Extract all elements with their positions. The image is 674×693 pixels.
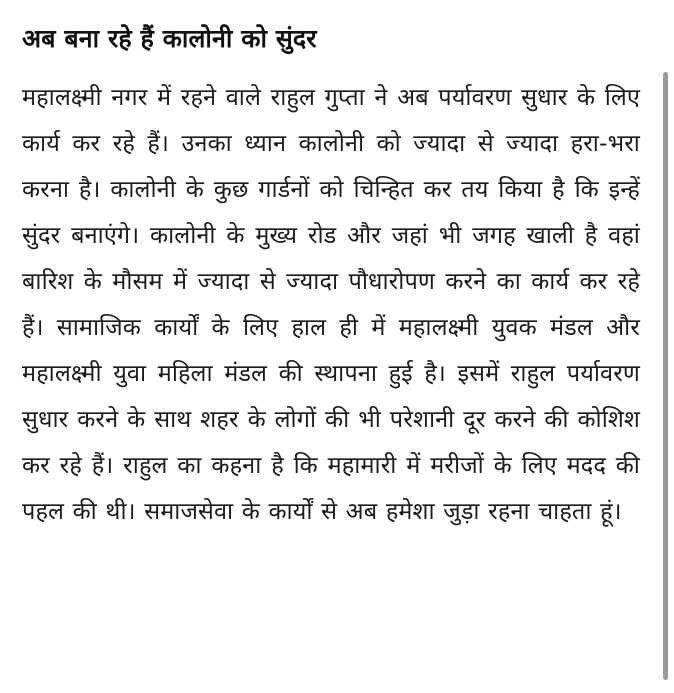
article-body-text: महालक्ष्मी नगर में रहने वाले राहुल गुप्ता ने अब पर्यावरण सुधार के लिए कार्य कर रहे हैं। उनका ध्यान कालोनी को ज्यादा से ज्यादा हरा-भरा करना है। कालोनी के कुछ गार्डनों को चिन्हित कर तय किया है कि इन्हें सुंदर बनाएंगे। कालोनी के मुख्य रोड और जहां भी जगह खाली है वहां बारिश के मौसम में ज्यादा से ज्यादा पौधारोपण करने का कार्य कर रहे हैं। सामाजिक कार्यों के लिए हाल ही में महालक्ष्मी युवक मंडल और महालक्ष्मी युवा महिला मंडल की स्थापना हुई है। इसमें राहुल पर्यावरण सुधार करने के साथ शहर के लोगों की भी परेशानी दूर करने की कोशिश कर रहे हैं। राहुल का कहना है कि महामारी में मरीजों के लिए मदद की पहल की थी। समाजसेवा के कार्यों से अब हमेशा जुड़ा रहना चाहता हूं। (22, 82, 640, 525)
scrollbar-thumb[interactable] (663, 72, 668, 680)
scrollbar[interactable] (663, 72, 668, 680)
page-title: अब बना रहे हैं कालोनी को सुंदर (22, 24, 317, 53)
